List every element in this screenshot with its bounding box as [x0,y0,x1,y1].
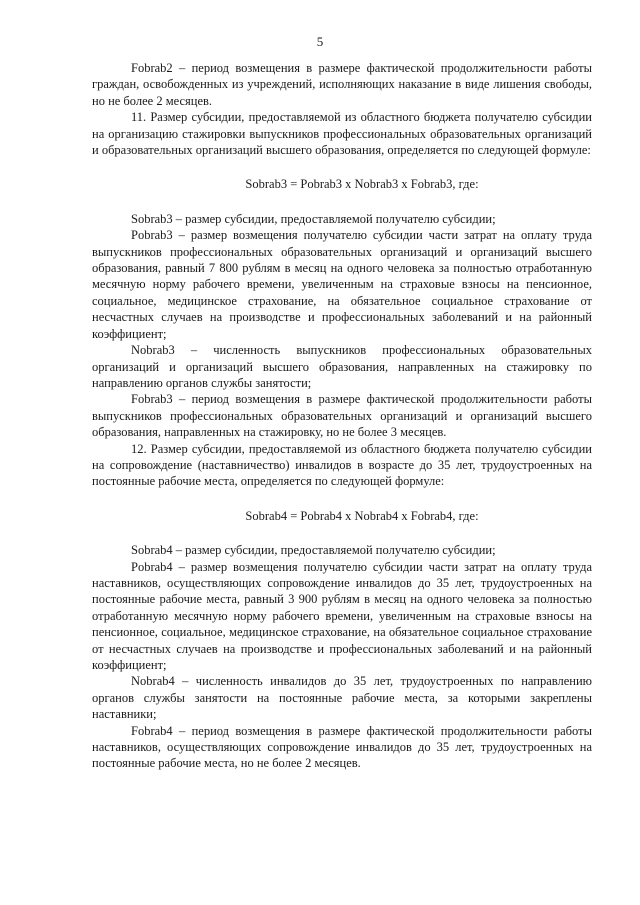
formula-sobrab3: Sobrab3 = Pobrab3 x Nobrab3 x Fobrab3, где: [245,177,479,192]
paragraph-fobrab3: Fobrab3 – период возмещения в размере фактической продолжительности работы выпускников профессиональных образовательных организаций и организаций высшего образования, направленных на стажировку, но не более 3 месяцев. [92,392,592,440]
paragraph-pobrab4: Pobrab4 – размер возмещения получателю субсидии части затрат на оплату труда наставников, осуществляющих сопровождение инвалидов до 35 лет, трудоустроенных на постоянные рабочие места, равный 3 900 рублям в месяц на одного человека за полностью отработанную месячную норму рабочего времени, увеличенным на страховые взносы на пенсионное, социальное, медицинское страхование, на обязательное социальное страхование от несчастных случаев на производстве и профессиональных заболеваний и на районный коэффициент; [92,559,592,672]
paragraph-sobrab3: Sobrab3 – размер субсидии, предоставляемой получателю субсидии; [131,211,496,226]
paragraph-nobrab4: Nobrab4 – численность инвалидов до 35 лет, трудоустроенных по направлению органов службы занятости на постоянные рабочие места, за которыми закреплены наставники; [92,674,592,722]
paragraph-item-11: 11. Размер субсидии, предоставляемой из областного бюджета получателю субсидии на организацию стажировки выпускников профессиональных образовательных организаций и образовательных организаций высшего образования, определяется по следующей формуле: [92,110,592,158]
paragraph-nobrab3: Nobrab3 – численность выпускников профессиональных образовательных организаций и организаций высшего образования, направленных на стажировку по направлению органов службы занятости; [92,343,592,390]
formula-sobrab4: Sobrab4 = Pobrab4 x Nobrab4 x Fobrab4, где: [245,508,479,523]
paragraph-fobrab2: Fobrab2 – период возмещения в размере фактической продолжительности работы граждан, освобожденных из учреждений, исполняющих наказание в виде лишения свободы, но не более 2 месяцев. [92,61,592,108]
paragraph-fobrab4: Fobrab4 – период возмещения в размере фактической продолжительности работы наставников, осуществляющих сопровождение инвалидов до 35 лет, трудоустроенных на постоянные рабочие места, но не более 2 месяцев. [92,723,592,771]
document-body [92,60,592,772]
page-number: 5 [316,34,324,49]
paragraph-item-12: 12. Размер субсидии, предоставляемой из областного бюджета получателю субсидии на сопровождение (наставничество) инвалидов в возрасте до 35 лет, трудоустроенных на постоянные рабочие места, определяется по следующей формуле: [92,441,592,489]
paragraph-pobrab3: Pobrab3 – размер возмещения получателю субсидии части затрат на оплату труда выпускников профессиональных образовательных организаций и организаций высшего образования, равный 7 800 рублям в месяц на одного человека за полностью отработанную месячную норму рабочего времени, увеличенным на страховые взносы на пенсионное, социальное, медицинское страхование, на обязательное социальное страхование от несчастных случаев на производстве и профессиональных заболеваний и на районный коэффициент; [92,228,592,341]
paragraph-sobrab4: Sobrab4 – размер субсидии, предоставляемой получателю субсидии; [131,543,496,558]
